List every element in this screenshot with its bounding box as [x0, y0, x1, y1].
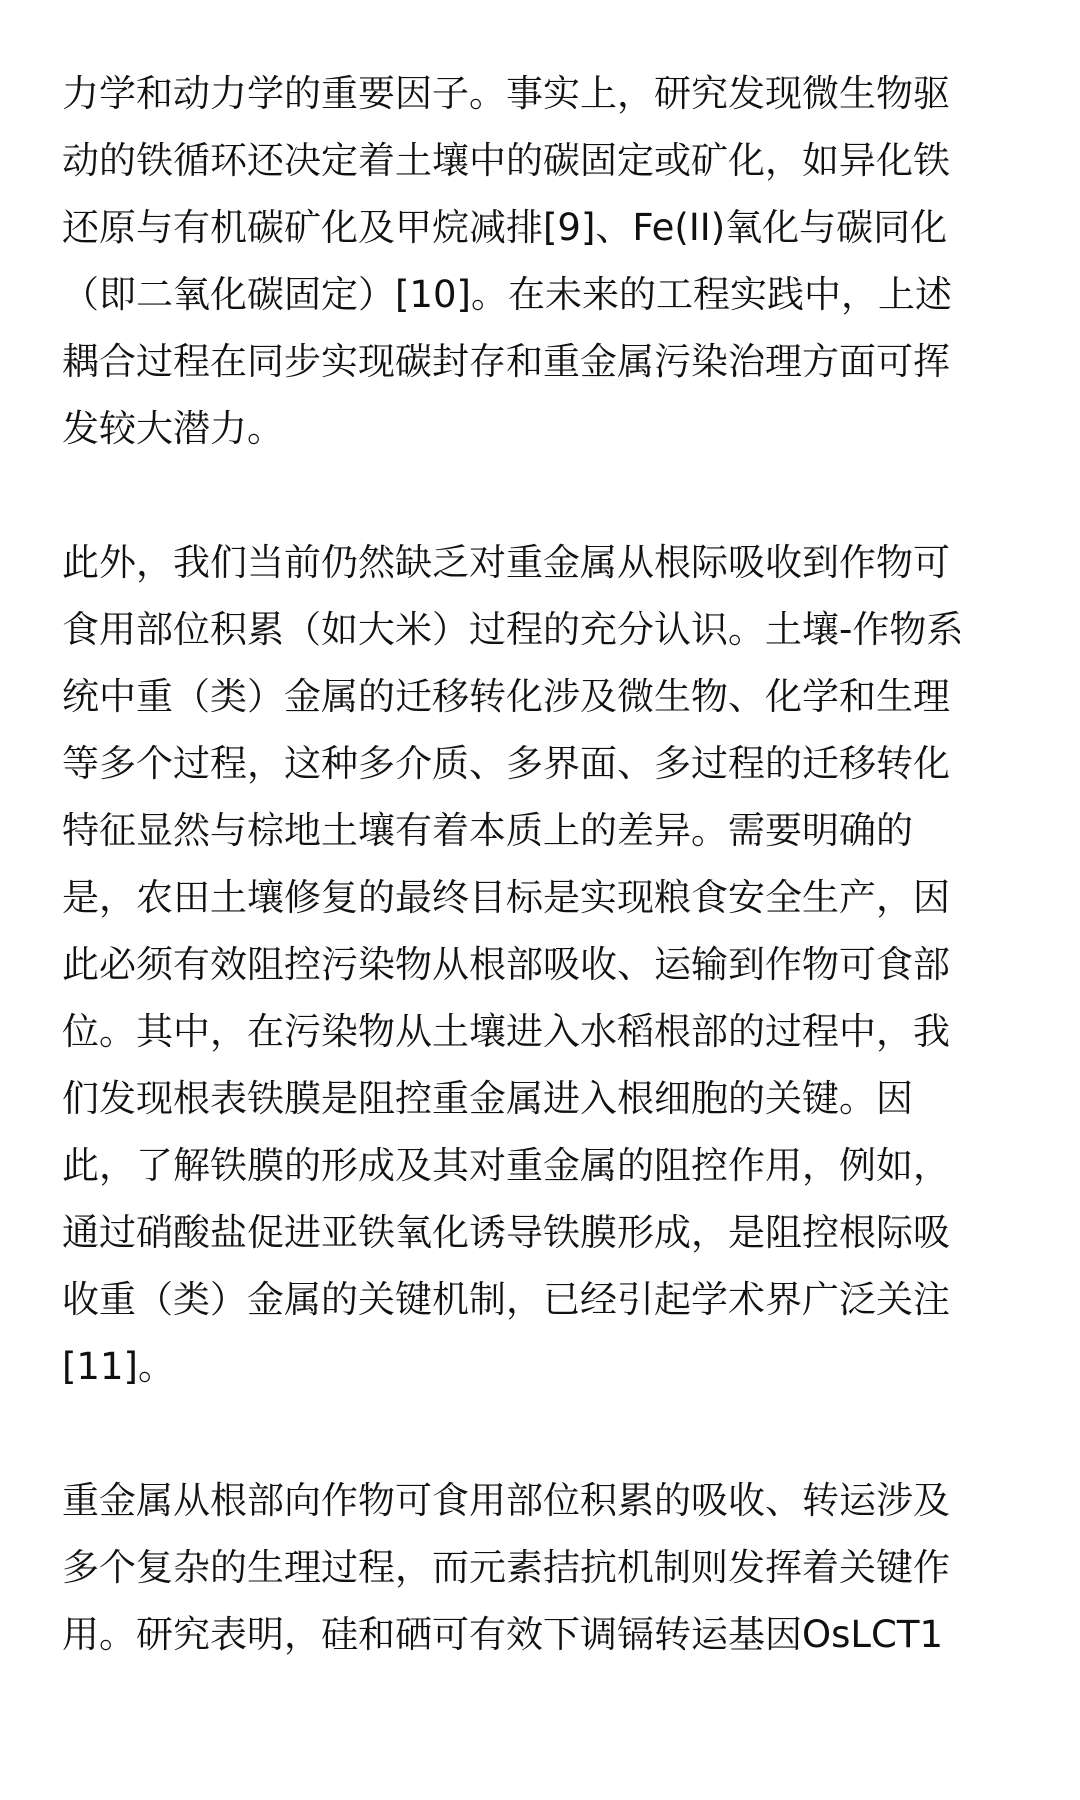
paragraph-antagonism: 重金属从根部向作物可食用部位积累的吸收、转运涉及 多个复杂的生理过程，而元素拮抗机制则发挥着关键作 用。研究表明，硅和硒可有效下调镉转运基因OsLCT1 — [62, 1479, 950, 1656]
article-body — [62, 60, 1022, 1668]
paragraph-iron-cycle: 力学和动力学的重要因子。事实上，研究发现微生物驱 动的铁循环还决定着土壤中的碳固定或矿化，如异化铁 还原与有机碳矿化及甲烷减排[9]、Fe(II)氧化与碳同化 （即二氧化碳固定）[10]。在未来的工程实践中，上述 耦合过程在同步实现碳封存和重金属污染治理方面可挥 发较大潜力。 — [62, 72, 952, 450]
paragraph-root-uptake: 此外，我们当前仍然缺乏对重金属从根际吸收到作物可 食用部位积累（如大米）过程的充分认识。土壤-作物系 统中重（类）金属的迁移转化涉及微生物、化学和生理 等多个过程，这种多介质、多界面、多过程的迁移转化 特征显然与棕地土壤有着本质上的差异。需要明确的 是，农田土壤修复的最终目标是实现粮食安全生产，因 此必须有效阻控污染物从根部吸收、运输到作物可食部 位。其中，在污染物从土壤进入水稻根部的过程中，我 们发现根表铁膜是阻控重金属进入根细胞的关键。因 此，了解铁膜的形成及其对重金属的阻控作用，例如， 通过硝酸盐促进亚铁氧化诱导铁膜形成，是阻控根际吸 收重（类）金属的关键机制，已经引起学术界广泛关注 [11]。 — [62, 541, 964, 1388]
